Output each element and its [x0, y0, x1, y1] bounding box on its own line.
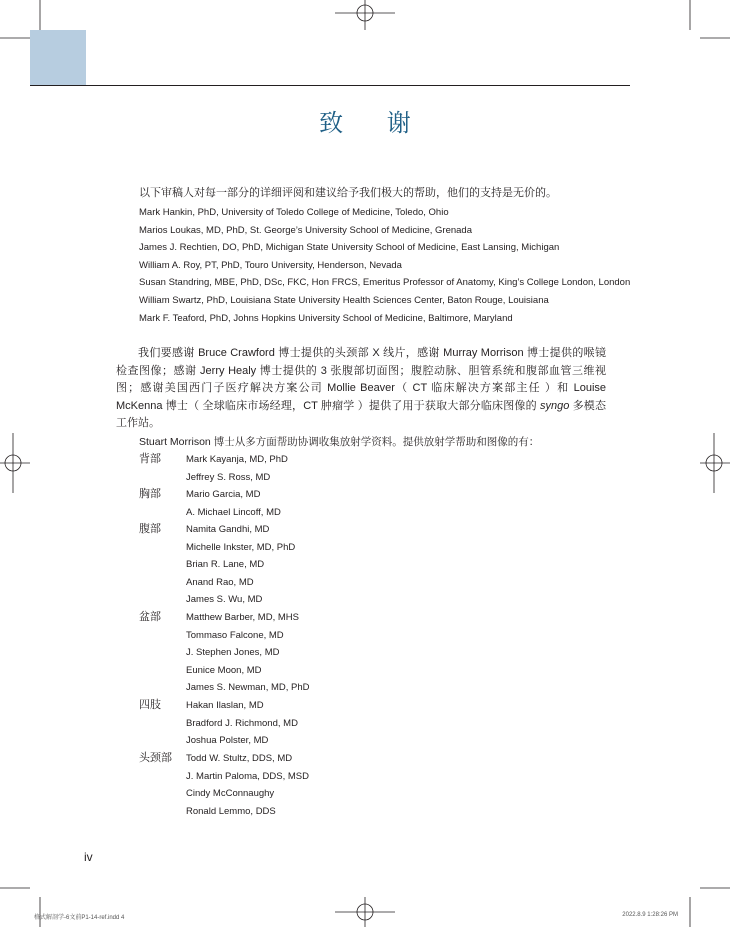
- contributor-item: Tommaso Falcone, MD: [186, 629, 284, 641]
- contributor-item: Joshua Polster, MD: [186, 735, 269, 747]
- contributor-item: Anand Rao, MD: [186, 576, 254, 588]
- page-title: 致 谢: [319, 109, 429, 137]
- reviewer-item: William Swartz, PhD, Louisiana State University Health Sciences Center, Baton Rouge, Louisiana: [139, 294, 549, 306]
- contributor-item: Cindy McConnaughy: [186, 788, 275, 800]
- contributor-item: Matthew Barber, MD, MHS: [186, 612, 299, 623]
- section-label: 背部: [139, 453, 161, 465]
- section-label: 盆部: [139, 611, 161, 623]
- contributor-item: Brian R. Lane, MD: [186, 559, 265, 571]
- contributor-item: J. Martin Paloma, DDS, MSD: [186, 770, 309, 782]
- reviewers-intro: 以下审稿人对每一部分的详细评阅和建议给予我们极大的帮助，他们的支持是无价的。: [139, 187, 557, 199]
- contributor-item: Namita Gandhi, MD: [186, 524, 270, 535]
- contributor-item: Eunice Moon, MD: [186, 664, 262, 676]
- thanks-text-end: 多模态工作站。: [116, 399, 606, 430]
- reviewer-item: William A. Roy, PT, PhD, Touro University, Henderson, Nevada: [139, 259, 402, 271]
- footer-timestamp: 2022.8.9 1:28:26 PM: [622, 912, 678, 918]
- contributor-item: Bradford J. Richmond, MD: [186, 717, 298, 729]
- section-label: 胸部: [139, 488, 161, 500]
- contributor-item: Mark Kayanja, MD, PhD: [186, 454, 288, 465]
- contributor-item: J. Stephen Jones, MD: [186, 647, 280, 659]
- page-number: iv: [84, 850, 93, 864]
- section-label: 腹部: [139, 523, 161, 535]
- reviewer-item: Susan Standring, MBE, PhD, DSc, FKC, Hon FRCS, Emeritus Professor of Anatomy, King’s College London, London: [139, 277, 631, 289]
- reviewer-item: James J. Rechtien, DO, PhD, Michigan State University School of Medicine, East Lansing, Michigan: [139, 242, 560, 254]
- syngo-term: syngo: [540, 399, 570, 412]
- contributor-item: A. Michael Lincoff, MD: [186, 506, 281, 518]
- contributor-item: Hakan Ilaslan, MD: [186, 700, 264, 711]
- contributor-item: Mario Garcia, MD: [186, 489, 261, 500]
- footer-file-name: 格式解剖学-6文前P1-14-ref.indd 4: [34, 915, 125, 921]
- registration-mark-left: [0, 433, 30, 493]
- contributor-item: James S. Wu, MD: [186, 594, 263, 606]
- reviewer-item: Mark Hankin, PhD, University of Toledo College of Medicine, Toledo, Ohio: [139, 207, 449, 218]
- thanks-text: 我们要感谢 Bruce Crawford 博士提供的头颈部 X 线片，感谢 Murray Morrison 博士提供的喉镜检查图像；感谢 Jerry Healy 博士提供的 3 张腹部切面图；腹腔动脉、胆管系统和腹部血管三维视图；感谢美国西门子医疗解决方案公司 Mollie Beaver（ CT 临床解决方案部主任 ）和 Louise McKenna 博士（ 全球临床市场经理，CT 肿瘤学 ）提供了用于获取大部分临床图像的: [116, 347, 606, 412]
- contributor-item: Ronald Lemmo, DDS: [186, 805, 276, 817]
- contributor-item: James S. Newman, MD, PhD: [186, 682, 310, 694]
- contributor-item: Michelle Inkster, MD, PhD: [186, 541, 296, 553]
- registration-mark-right: [700, 433, 730, 493]
- reviewer-item: Marios Loukas, MD, PhD, St. George’s University School of Medicine, Grenada: [139, 224, 472, 236]
- registration-mark-bottom: [335, 897, 395, 927]
- contributor-item: Jeffrey S. Ross, MD: [186, 471, 271, 483]
- section-label: 四肢: [139, 699, 161, 711]
- section-label: 头颈部: [139, 752, 172, 764]
- contributor-item: Todd W. Stultz, DDS, MD: [186, 753, 293, 764]
- radiology-intro: Stuart Morrison 博士从多方面帮助协调收集放射学资料。提供放射学帮助和图像的有：: [139, 436, 540, 448]
- registration-mark-top: [335, 0, 395, 30]
- reviewer-item: Mark F. Teaford, PhD, Johns Hopkins University School of Medicine, Baltimore, Maryland: [139, 312, 513, 324]
